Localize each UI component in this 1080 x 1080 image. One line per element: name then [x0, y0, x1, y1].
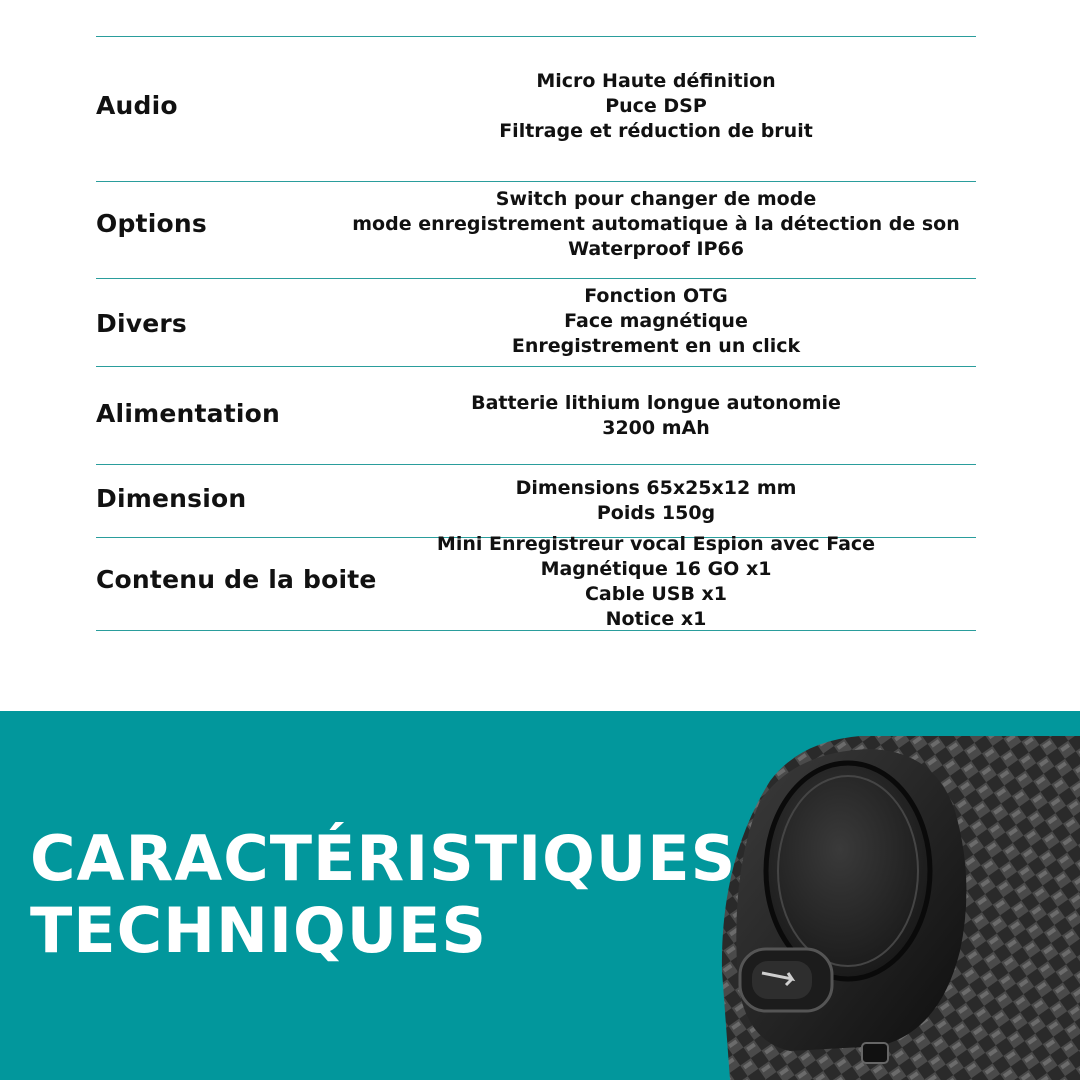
title-banner: [0, 711, 1080, 1080]
banner-title-line: TECHNIQUES: [30, 894, 488, 967]
spec-value: Cable USB x1: [584, 583, 728, 605]
spec-label-audio: Audio: [96, 91, 178, 120]
table-divider: [96, 278, 976, 279]
spec-value: Waterproof IP66: [568, 238, 744, 260]
spec-value: Notice x1: [605, 608, 707, 630]
spec-values-audio: [326, 69, 986, 144]
spec-value: Fonction OTG: [584, 285, 728, 307]
spec-value: Switch pour changer de mode: [495, 188, 817, 210]
spec-value: Mini Enregistreur vocal Espion avec Face: [436, 533, 876, 555]
spec-value: mode enregistrement automatique à la détection de son: [352, 213, 960, 235]
spec-values-contenu: [326, 532, 986, 632]
spec-label-dimension: Dimension: [96, 484, 247, 513]
spec-value: Filtrage et réduction de bruit: [499, 120, 813, 142]
table-divider: [96, 630, 976, 631]
spec-label-divers: Divers: [96, 309, 187, 338]
banner-title: [30, 823, 736, 967]
banner-title-line: CARACTÉRISTIQUES: [30, 822, 737, 895]
spec-values-divers: [326, 284, 986, 359]
table-divider: [96, 36, 976, 37]
spec-value: Poids 150g: [596, 502, 716, 524]
spec-values-alimentation: [326, 391, 986, 441]
table-divider: [96, 366, 976, 367]
spec-value: Face magnétique: [564, 310, 748, 332]
spec-label-alimentation: Alimentation: [96, 399, 281, 428]
table-divider: [96, 464, 976, 465]
spec-value: Micro Haute définition: [536, 70, 776, 92]
spec-value: Magnétique 16 GO x1: [540, 558, 772, 580]
spec-values-dimension: [326, 476, 986, 526]
spec-label-contenu: Contenu de la boite: [96, 565, 377, 594]
spec-value: Dimensions 65x25x12 mm: [515, 477, 797, 499]
spec-value: Enregistrement en un click: [511, 335, 801, 357]
spec-value: 3200 mAh: [602, 417, 710, 439]
spec-value: Batterie lithium longue autonomie: [471, 392, 841, 414]
spec-table: [96, 36, 976, 632]
table-divider: [96, 181, 976, 182]
spec-label-options: Options: [96, 209, 207, 238]
spec-values-options: [326, 187, 986, 262]
spec-value: Puce DSP: [605, 95, 707, 117]
